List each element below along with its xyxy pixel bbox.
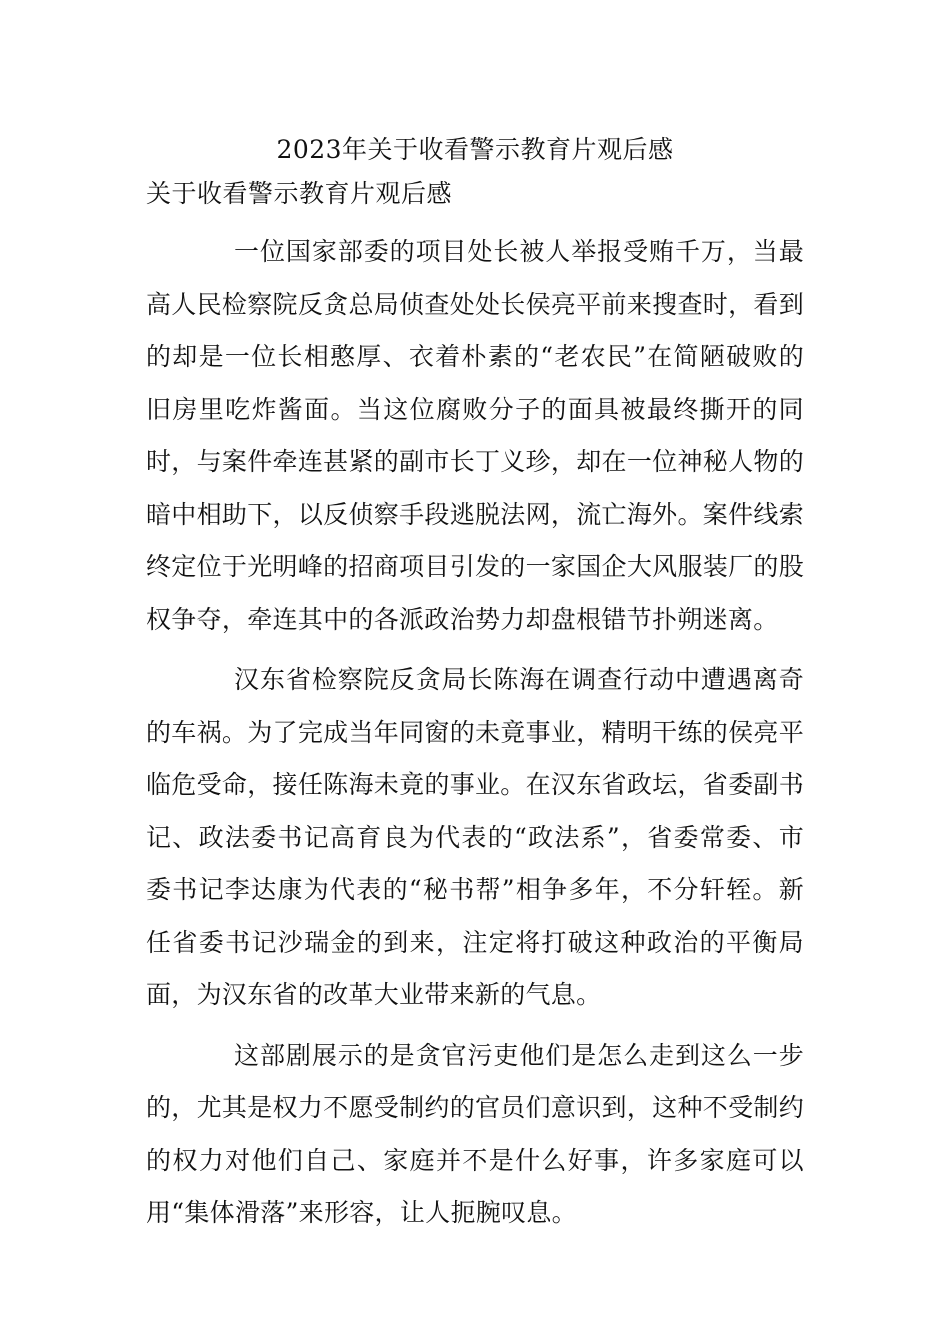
document-page — [146, 128, 804, 1248]
paragraph-3: 这部剧展示的是贪官污吏他们是怎么走到这么一步的，尤其是权力不愿受制约的官员们意识到，这种不受制约的权力对他们自己、家庭并不是什么好事，许多家庭可以用“集体滑落”来形容，让人扼腕叹息。 — [146, 1040, 804, 1227]
paragraph-2: 汉东省检察院反贪局长陈海在调查行动中遭遇离奇的车祸。为了完成当年同窗的未竟事业，精明干练的侯亮平临危受命，接任陈海未竟的事业。在汉东省政坛，省委副书记、政法委书记高育良为代表的“政法系”，省委常委、市委书记李达康为代表的“秘书帮”相争多年，不分轩轾。新任省委书记沙瑞金的到来，注定将打破这种政治的平衡局面，为汉东省的改革大业带来新的气息。 — [146, 665, 804, 1009]
document-subtitle: 关于收看警示教育片观后感 — [146, 179, 453, 208]
document-title: 2023年关于收看警示教育片观后感 — [276, 135, 674, 164]
paragraph-1: 一位国家部委的项目处长被人举报受贿千万，当最高人民检察院反贪总局侦查处处长侯亮平前来搜查时，看到的却是一位长相憨厚、衣着朴素的“老农民”在简陋破败的旧房里吃炸酱面。当这位腐败分子的面具被最终撕开的同时，与案件牵连甚紧的副市长丁义珍，却在一位神秘人物的暗中相助下，以反侦察手段逃脱法网，流亡海外。案件线索终定位于光明峰的招商项目引发的一家国企大风服装厂的股权争夺，牵连其中的各派政治势力却盘根错节扑朔迷离。 — [146, 237, 804, 634]
